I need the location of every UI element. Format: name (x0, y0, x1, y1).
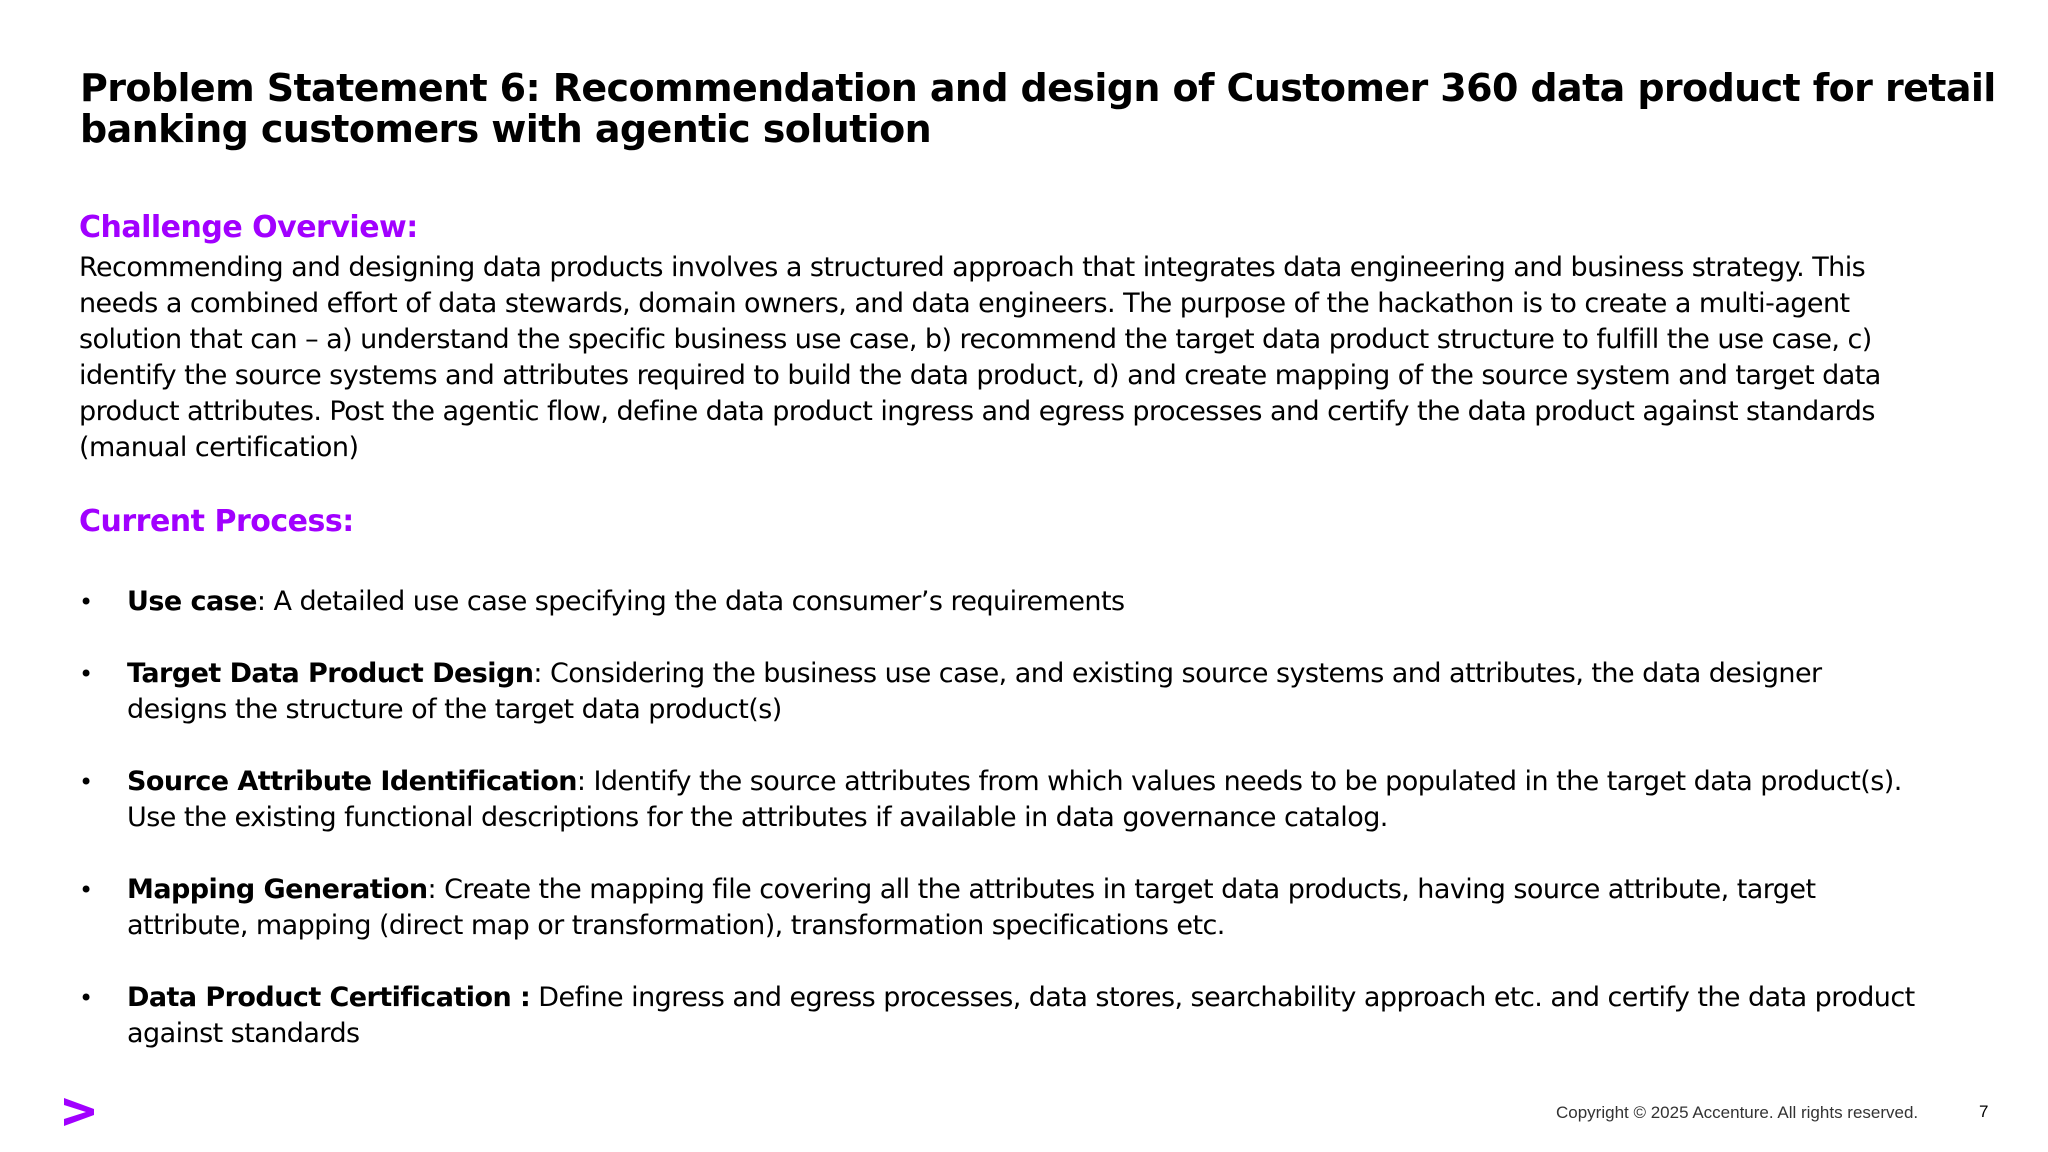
process-item-text: : Considering the business use case, and existing source systems and attributes, the data designer (533, 658, 1822, 689)
process-item-term: Mapping Generation (127, 874, 428, 905)
challenge-overview-heading: Challenge Overview: (79, 210, 418, 245)
process-item-continuation: Use the existing functional descriptions for the attributes if available in data governance catalog. (127, 802, 1388, 833)
process-item-term: Target Data Product Design (127, 658, 534, 689)
overview-line: Recommending and designing data products involves a structured approach that integrates data engineering and business strategy. This (79, 252, 1866, 283)
process-item-term: Source Attribute Identification (127, 766, 577, 797)
process-item-line (127, 656, 2048, 692)
overview-line: solution that can – a) understand the specific business use case, b) recommend the target data product structure to fulfill the use case, c) (79, 324, 1872, 355)
process-item-term: Data Product Certification : (127, 982, 531, 1013)
process-item-certification (79, 980, 2048, 1052)
footer-copyright: Copyright © 2025 Accenture. All rights reserved. (1556, 1103, 1919, 1122)
process-item-source-attribute (79, 764, 2048, 836)
slide-title (80, 68, 2040, 150)
current-process-heading: Current Process: (79, 504, 354, 539)
accenture-chevron-icon (62, 1094, 96, 1128)
process-item-continuation: against standards (127, 1018, 360, 1049)
bullet-icon: • (79, 768, 93, 796)
overview-line: needs a combined effort of data stewards, domain owners, and data engineers. The purpose of the hackathon is to create a multi-agent (79, 288, 1850, 319)
bullet-icon: • (79, 588, 93, 616)
process-item-text: : A detailed use case specifying the data consumer’s requirements (256, 586, 1125, 617)
process-item-line (127, 980, 2048, 1016)
bullet-icon: • (79, 984, 93, 1012)
process-item-text: Define ingress and egress processes, data stores, searchability approach etc. and certify the data product (530, 982, 1915, 1013)
overview-line: (manual certification) (79, 432, 359, 463)
current-process-list (79, 584, 2048, 1088)
process-item-mapping (79, 872, 2048, 944)
challenge-overview-text (79, 250, 2048, 466)
process-item-target-design (79, 656, 2048, 728)
process-item-text: : Identify the source attributes from which values needs to be populated in the target data product(s). (576, 766, 1902, 797)
overview-line: product attributes. Post the agentic flow, define data product ingress and egress processes and certify the data product against standards (79, 396, 1875, 427)
process-item-use-case (79, 584, 2048, 620)
process-item-term: Use case (127, 586, 257, 617)
slide-title-line-1: Problem Statement 6: Recommendation and design of Customer 360 data product for retail (80, 66, 1996, 110)
page-number: 7 (1979, 1102, 1989, 1121)
bullet-icon: • (79, 660, 93, 688)
process-item-continuation: designs the structure of the target data product(s) (127, 694, 782, 725)
process-item-text: : Create the mapping file covering all the attributes in target data products, having source attribute, target (427, 874, 1816, 905)
process-item-line (127, 584, 2048, 620)
process-item-continuation: attribute, mapping (direct map or transformation), transformation specifications etc. (127, 910, 1225, 941)
overview-line: identify the source systems and attributes required to build the data product, d) and create mapping of the source system and target data (79, 360, 1881, 391)
slide-title-line-2: banking customers with agentic solution (80, 107, 932, 151)
bullet-icon: • (79, 876, 93, 904)
process-item-line (127, 764, 2048, 800)
process-item-line (127, 872, 2048, 908)
